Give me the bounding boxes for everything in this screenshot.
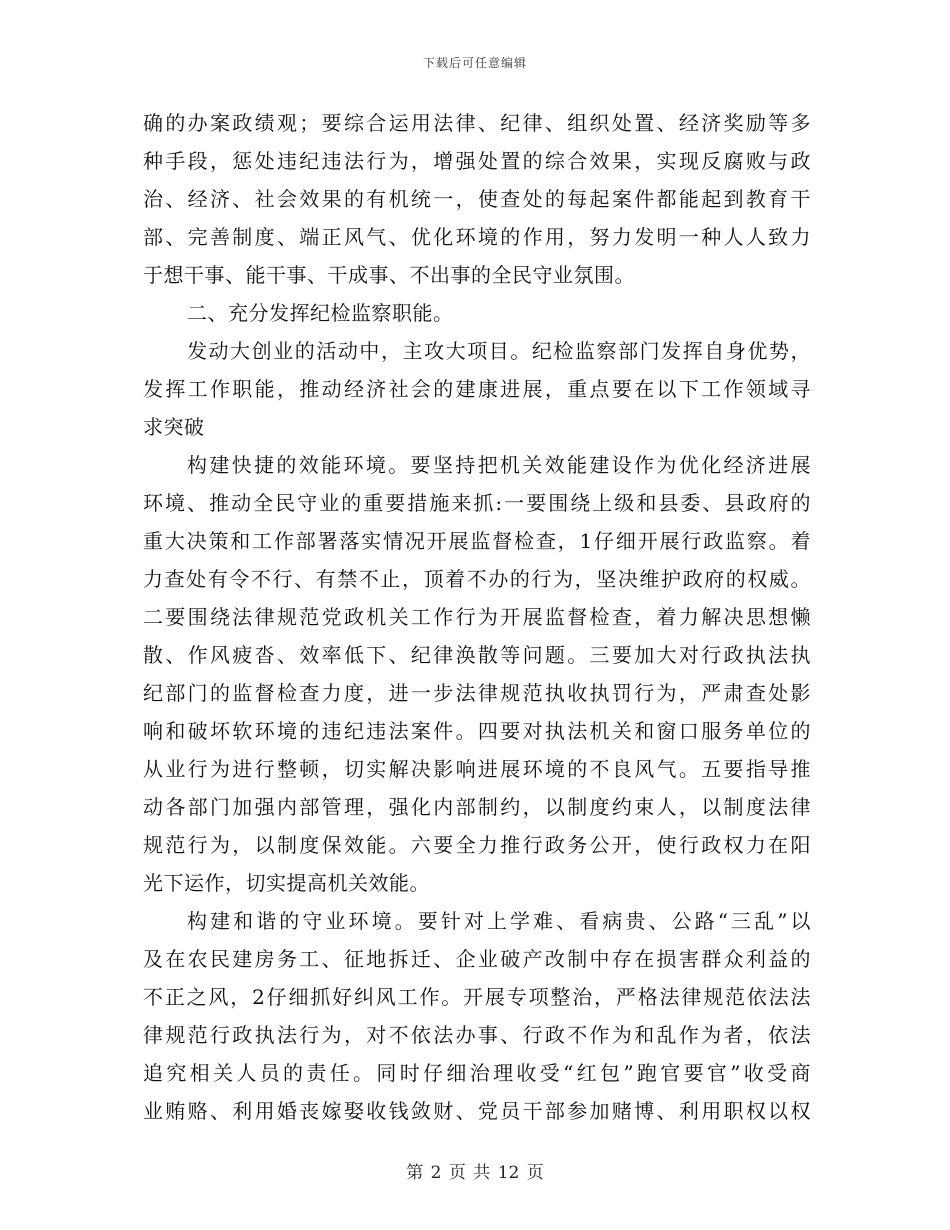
body-line: 发动大创业的活动中，主攻大项目。纪检监察部门发挥自身优势， — [187, 339, 811, 363]
body-line: 重大决策和工作部署落实情况开展监督检查，1仔细开展行政监察。着 — [143, 529, 811, 553]
document-body — [143, 104, 811, 1130]
body-line: 光下运作，切实提高机关效能。 — [143, 871, 430, 895]
body-line: 散、作风疲沓、效率低下、纪律涣散等问题。三要加大对行政执法执 — [143, 643, 811, 667]
body-line: 业贿赂、利用婚丧嫁娶收钱敛财、党员干部参加赌博、利用职权以权 — [143, 1099, 811, 1123]
body-line: 求突破 — [143, 415, 205, 439]
body-line: 力查处有令不行、有禁不止，顶着不办的行为，坚决维护政府的权威。 — [143, 567, 811, 591]
body-line: 发挥工作职能，推动经济社会的建康进展，重点要在以下工作领域寻 — [143, 377, 811, 401]
section-heading: 二、充分发挥纪检监察职能。 — [187, 301, 454, 325]
body-line: 种手段，惩处违纪违法行为，增强处置的综合效果，实现反腐败与政 — [143, 149, 811, 173]
body-line: 动各部门加强内部管理，强化内部制约，以制度约束人，以制度法律 — [143, 795, 811, 819]
body-line: 二要围绕法律规范党政机关工作行为开展监督检查，着力解决思想懒 — [143, 605, 811, 629]
body-line: 构建快捷的效能环境。要坚持把机关效能建设作为优化经济进展 — [187, 453, 811, 477]
body-line: 响和破坏软环境的违纪违法案件。四要对执法机关和窗口服务单位的 — [143, 719, 811, 743]
body-line: 治、经济、社会效果的有机统一，使查处的每起案件都能起到教育干 — [143, 187, 811, 211]
page-header-note: 下载后可任意编辑 — [422, 56, 527, 70]
body-line: 律规范行政执法行为，对不依法办事、行政不作为和乱作为者，依法 — [143, 1023, 811, 1047]
page-number: 第 2 页 共 12 页 — [406, 1163, 544, 1183]
body-line: 从业行为进行整顿，切实解决影响进展环境的不良风气。五要指导推 — [143, 757, 811, 781]
body-line: 纪部门的监督检查力度，进一步法律规范执收执罚行为，严肃查处影 — [143, 681, 811, 705]
body-line: 构建和谐的守业环境。要针对上学难、看病贵、公路“三乱”以 — [187, 909, 811, 933]
body-line: 于想干事、能干事、干成事、不出事的全民守业氛围。 — [143, 263, 635, 287]
body-line: 环境、推动全民守业的重要措施来抓:一要围绕上级和县委、县政府的 — [143, 491, 811, 515]
body-line: 及在农民建房务工、征地拆迁、企业破产改制中存在损害群众利益的 — [143, 947, 811, 971]
body-line: 部、完善制度、端正风气、优化环境的作用，努力发明一种人人致力 — [143, 225, 811, 249]
body-line: 不正之风，2仔细抓好纠风工作。开展专项整治，严格法律规范依法法 — [143, 985, 811, 1009]
body-line: 规范行为，以制度保效能。六要全力推行政务公开，使行政权力在阳 — [143, 833, 811, 857]
body-line: 确的办案政绩观；要综合运用法律、纪律、组织处置、经济奖励等多 — [143, 111, 811, 135]
body-line: 追究相关人员的责任。同时仔细治理收受“红包”跑官要官”收受商 — [143, 1061, 811, 1085]
